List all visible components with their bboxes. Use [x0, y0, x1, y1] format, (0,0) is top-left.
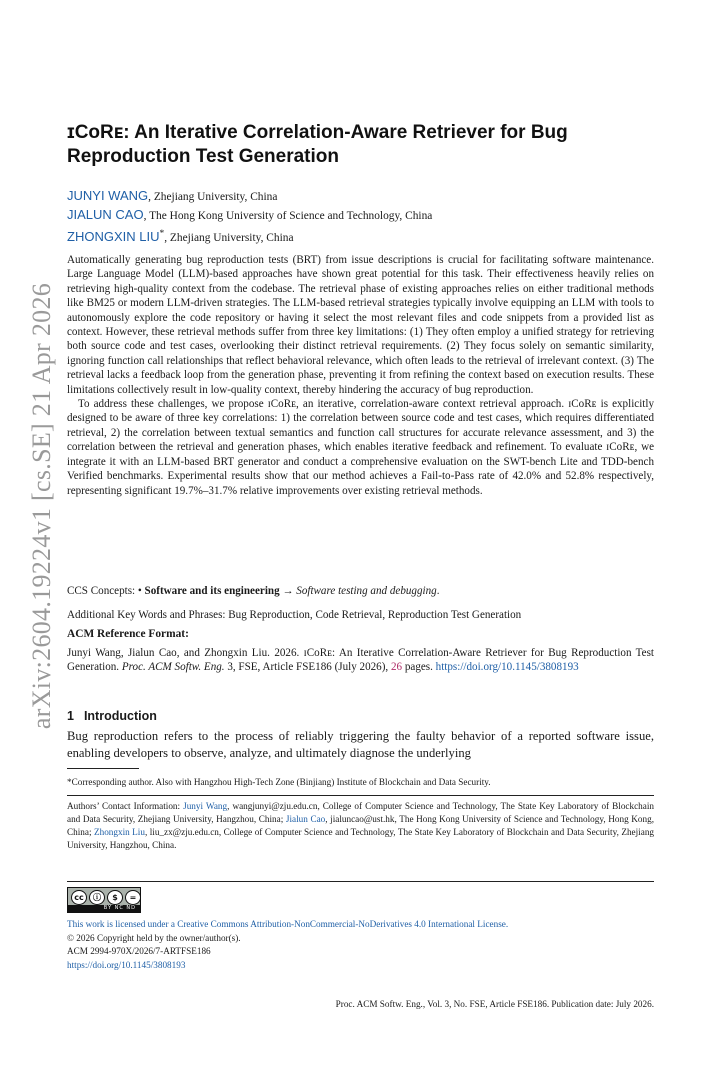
abstract-paragraph: To address these challenges, we propose ɪCᴏRᴇ, an iterative, correlation-aware context retrieval approach. ɪCᴏRᴇ is explicitly designed to be aware of three key correlations: 1) the correlation between source code and test cases, which requires differentiated retrieval, 2) the correlation between textual semantics and function call structures for accurate relevance assessment, and 3) the correlation between the retrieval and generation phases, which enables iterative feedback and refinement. To evaluate ɪCᴏRᴇ, we integrate it with an LLM-based BRT generator and conduct a comprehensive evaluation on the SWT-bench Lite and TDD-bench Verified benchmarks. Experimental results show that our method achieves a Fail-to-Pass rate of 42.0% and 52.8% respectively, representing significant 19.7%–31.7% relative improvements over existing retrieval methods.: [67, 398, 654, 497]
license-link[interactable]: This work is licensed under a Creative Commons Attribution-NonCommercial-NoDerivatives 4.0 International License.: [67, 919, 509, 929]
cc-icons: [71, 890, 141, 905]
ccs-prefix: CCS Concepts: •: [67, 585, 145, 597]
contact-prefix: Authors’ Contact Information:: [67, 801, 184, 811]
arxiv-stamp: [22, 276, 62, 736]
author-affiliation: , Zhejiang University, China: [148, 191, 278, 203]
abstract-paragraph: Automatically generating bug reproduction tests (BRT) from issue descriptions is crucial for facilitating software maintenance. Large Language Model (LLM)-based approaches have shown great potential for this task. Their effectiveness heavily relies on retrieving high-quality context from the codebase. The retrieval phase of existing approaches relies on either traditional methods like BM25 or modern LLM-driven strategies. The LLM-based retrieval strategies typically involve equipping an LLM with tools to autonomously explore the code repository or having it select the most relevant files and code snippets from a provided list as context. However, these retrieval methods suffer from three key limitations: (1) They often employ a unified strategy for retrieving both source code and test cases, overlooking their distinct retrieval requirements. (2) They focus solely on semantic similarity, ignoring function call relationships that reflect behavioral relevance, which often leads to the retrieval of irrelevant context. (3) The retrieval lacks a feedback loop from the generation phase, preventing it from refining the context based on execution results. These limitations collectively result in low-quality context, thereby hindering the accuracy of bug reproduction.: [67, 254, 654, 396]
reference-pages-label: pages.: [402, 661, 436, 674]
license-doi-link[interactable]: https://doi.org/10.1145/3808193: [67, 959, 186, 970]
section-number: 1: [67, 709, 74, 723]
noderivatives-icon: =: [125, 890, 141, 905]
noncommercial-icon: $: [107, 890, 123, 905]
contact-author-link[interactable]: Zhongxin Liu: [93, 827, 145, 837]
license-divider: [67, 881, 654, 882]
page-count-link[interactable]: 26: [390, 661, 403, 674]
ccs-concept: Software and its engineering: [144, 585, 280, 597]
copyright-line: © 2026 Copyright held by the owner/author(s).: [67, 932, 241, 943]
ccs-subconcept: Software testing and debugging: [296, 585, 437, 597]
acm-id-line: ACM 2994-970X/2026/7-ARTFSE186: [67, 946, 211, 956]
author-entry: [67, 225, 654, 247]
section-title: Introduction: [83, 709, 157, 723]
reference-details: 3, FSE, Article FSE186 (July 2026),: [224, 661, 391, 674]
contact-details: , liu_zx@zju.edu.cn, College of Computer Science and Technology, The State Key Laboratory of Blockchain and Data Security, Zhejiang University, Hangzhou, China.: [67, 827, 655, 850]
running-footer: Proc. ACM Softw. Eng., Vol. 3, No. FSE, Article FSE186. Publication date: July 2026.: [335, 999, 654, 1009]
cc-icon: cc: [71, 890, 87, 905]
introduction-text: Bug reproduction refers to the process of reliably triggering the faulty behavior of a reported software issue, enabling developers to observe, analyze, and ultimately diagnose the underlying: [67, 729, 654, 760]
abstract: [67, 253, 654, 498]
author-contact-info: [67, 800, 654, 852]
contact-author-link[interactable]: Junyi Wang: [183, 801, 228, 811]
section-heading: [67, 709, 654, 723]
ccs-arrow: →: [279, 585, 297, 597]
contact-divider: [67, 795, 654, 796]
contact-author-link[interactable]: Jialun Cao: [285, 814, 326, 824]
author-name[interactable]: JUNYI WANG: [67, 188, 149, 203]
author-affiliation: , Zhejiang University, China: [164, 231, 294, 244]
author-name[interactable]: JIALUN CAO: [67, 207, 144, 222]
author-entry: [67, 187, 654, 206]
footnote-divider: [67, 768, 139, 769]
ccs-concepts: [67, 584, 654, 598]
reference-format-heading: ACM Reference Format:: [67, 628, 189, 640]
reference-citation: Junyi Wang, Jialun Cao, and Zhongxin Liu. 2026. ɪCᴏRᴇ: An Iterative Correlation-Aware Retriever for Bug Reproduction Test Generation.: [67, 647, 654, 674]
ccs-end: .: [436, 585, 440, 597]
contact-details: , wangjunyi@zju.edu.cn, College of Computer Science and Technology, The State Key Laboratory of Blockchain and Data Security, Zhejiang University, Hangzhou, China;: [67, 801, 654, 824]
footnote: *Corresponding author. Also with Hangzhou High-Tech Zone (Binjiang) Institute of Blockchain and Data Security.: [67, 777, 491, 787]
author-list: [67, 187, 654, 247]
reference-journal: Proc. ACM Softw. Eng.: [121, 661, 225, 674]
author-affiliation: , The Hong Kong University of Science and Technology, China: [143, 210, 433, 222]
doi-link[interactable]: https://doi.org/10.1145/3808193: [435, 661, 579, 674]
arxiv-stamp-text: arXiv:2604.19224v1 [cs.SE] 21 Apr 2026: [27, 282, 57, 730]
reference-format-text: [67, 646, 654, 675]
keywords: Additional Key Words and Phrases: Bug Reproduction, Code Retrieval, Reproduction Test Generation: [67, 609, 522, 621]
contact-details: , jialuncao@ust.hk, The Hong Kong University of Science and Technology, Hong Kong, China;: [67, 814, 655, 837]
author-entry: [67, 206, 654, 225]
creative-commons-badge[interactable]: [67, 887, 141, 913]
attribution-icon: ⓘ: [89, 890, 105, 905]
cc-labels: BY NC ND: [68, 905, 140, 912]
corresponding-mark: *: [159, 229, 165, 239]
paper-title: ɪCᴏRᴇ: An Iterative Correlation-Aware Retriever for Bug Reproduction Test Generation: [67, 122, 568, 167]
license-block: [67, 918, 654, 972]
author-name[interactable]: ZHONGXIN LIU: [67, 228, 160, 244]
